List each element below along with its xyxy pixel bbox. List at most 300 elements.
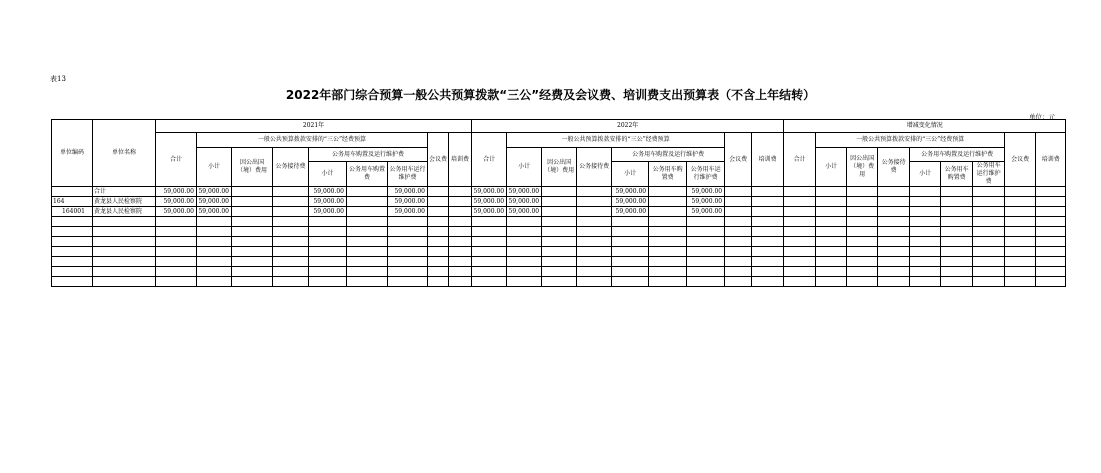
header-reception-2021: 公务接待费 (273, 148, 309, 187)
cell-empty (507, 217, 542, 227)
cell-empty (232, 277, 273, 287)
cell-empty (910, 207, 941, 217)
cell-empty (388, 267, 428, 277)
cell-empty (649, 227, 687, 237)
cell-empty (1005, 207, 1036, 217)
cell-empty (1036, 277, 1066, 287)
cell-empty (687, 267, 725, 277)
cell-empty (156, 267, 197, 277)
cell-empty (197, 247, 232, 257)
cell-subtotal-2021: 59,000.00 (197, 207, 232, 217)
cell-empty (1036, 257, 1066, 267)
cell-vehicle-run-2022: 59,000.00 (687, 187, 725, 197)
cell-vehicle-run-2022: 59,000.00 (687, 207, 725, 217)
cell-empty (542, 237, 577, 247)
empty-table-row (52, 277, 1066, 287)
cell-empty (232, 237, 273, 247)
cell-empty (156, 257, 197, 267)
cell-empty (1005, 197, 1036, 207)
cell-vehicle-buy-2022 (649, 187, 687, 197)
cell-empty (428, 237, 449, 247)
header-vehicle-run-2022: 公务用车运行维护费 (687, 162, 725, 187)
cell-empty (232, 257, 273, 267)
cell-empty (612, 257, 649, 267)
cell-empty (449, 217, 472, 227)
header-vehicle-change: 公务用车购置及运行维护费 (910, 148, 1005, 162)
cell-empty (542, 277, 577, 287)
cell-empty (309, 277, 347, 287)
cell-empty (612, 277, 649, 287)
cell-empty (816, 217, 847, 227)
cell-empty (687, 257, 725, 267)
cell-empty (612, 227, 649, 237)
header-reception-2022: 公务接待费 (577, 148, 612, 187)
cell-empty (973, 257, 1005, 267)
cell-vehicle-run-2022: 59,000.00 (687, 197, 725, 207)
cell-empty (941, 217, 973, 227)
cell-empty (472, 257, 507, 267)
cell-empty (847, 277, 878, 287)
cell-empty (752, 237, 784, 247)
cell-empty (507, 227, 542, 237)
cell-empty (784, 247, 816, 257)
cell-empty (784, 277, 816, 287)
cell-empty (878, 277, 910, 287)
cell-empty (577, 267, 612, 277)
cell-abroad-2021 (232, 207, 273, 217)
cell-empty (784, 267, 816, 277)
cell-empty (309, 267, 347, 277)
cell-empty (93, 267, 156, 277)
cell-empty (725, 237, 752, 247)
cell-empty (347, 277, 388, 287)
cell-empty (52, 237, 93, 247)
cell-empty (273, 257, 309, 267)
cell-empty (472, 217, 507, 227)
cell-empty (1036, 217, 1066, 227)
cell-empty (910, 227, 941, 237)
cell-empty (52, 257, 93, 267)
header-subtotal-change: 小计 (816, 148, 847, 187)
cell-empty (752, 247, 784, 257)
cell-total-2021: 59,000.00 (156, 187, 197, 197)
cell-empty (197, 267, 232, 277)
cell-empty (784, 187, 816, 197)
cell-empty (878, 207, 910, 217)
header-sangong-change: 一般公共预算拨款安排的“三公”经费预算 (816, 133, 1005, 148)
budget-table (51, 119, 1066, 287)
cell-empty (752, 267, 784, 277)
cell-empty (847, 247, 878, 257)
cell-empty (973, 217, 1005, 227)
cell-empty (878, 267, 910, 277)
cell-empty (1005, 187, 1036, 197)
cell-meeting-2022 (725, 207, 752, 217)
cell-empty (273, 247, 309, 257)
cell-abroad-2022 (542, 207, 577, 217)
cell-empty (687, 247, 725, 257)
header-year-2021: 2021年 (156, 120, 472, 133)
cell-empty (577, 217, 612, 227)
cell-empty (910, 247, 941, 257)
cell-empty (93, 257, 156, 267)
cell-empty (941, 187, 973, 197)
cell-empty (910, 277, 941, 287)
cell-vehicle-buy-2021 (347, 197, 388, 207)
cell-empty (472, 277, 507, 287)
cell-empty (816, 187, 847, 197)
cell-reception-2022 (577, 187, 612, 197)
cell-name: 黄龙县人民检察院 (93, 197, 156, 207)
cell-code: 164001 (52, 207, 93, 217)
table-row (52, 197, 1066, 207)
cell-empty (847, 207, 878, 217)
cell-empty (156, 217, 197, 227)
cell-empty (577, 257, 612, 267)
cell-vehicle-run-2021: 59,000.00 (388, 207, 428, 217)
cell-empty (388, 227, 428, 237)
cell-training-2022 (752, 207, 784, 217)
cell-abroad-2021 (232, 197, 273, 207)
cell-empty (309, 247, 347, 257)
cell-empty (816, 267, 847, 277)
cell-empty (1005, 247, 1036, 257)
header-total-2021: 合计 (156, 133, 197, 187)
cell-subtotal-2022: 59,000.00 (507, 197, 542, 207)
unit-label: 单位：元 (1029, 113, 1055, 121)
cell-empty (816, 257, 847, 267)
cell-empty (156, 227, 197, 237)
cell-abroad-2021 (232, 187, 273, 197)
cell-empty (93, 277, 156, 287)
cell-empty (816, 197, 847, 207)
header-subtotal-2021: 小计 (197, 148, 232, 187)
cell-empty (273, 227, 309, 237)
cell-empty (910, 187, 941, 197)
cell-empty (816, 237, 847, 247)
cell-empty (197, 237, 232, 247)
cell-empty (428, 277, 449, 287)
cell-empty (507, 247, 542, 257)
header-total-change: 合计 (784, 133, 816, 187)
cell-empty (232, 217, 273, 227)
cell-empty (542, 227, 577, 237)
cell-vehicle-subtotal-2022: 59,000.00 (612, 187, 649, 197)
cell-empty (725, 227, 752, 237)
cell-empty (347, 257, 388, 267)
header-vehicle-run-2021: 公务用车运行维护费 (388, 162, 428, 187)
cell-empty (687, 237, 725, 247)
cell-vehicle-run-2021: 59,000.00 (388, 197, 428, 207)
cell-empty (816, 227, 847, 237)
cell-total-2021: 59,000.00 (156, 207, 197, 217)
cell-empty (1005, 217, 1036, 227)
cell-empty (649, 257, 687, 267)
header-abroad-2021: 因公出国（境）费用 (232, 148, 273, 187)
cell-empty (472, 237, 507, 247)
cell-vehicle-buy-2021 (347, 187, 388, 197)
cell-empty (449, 257, 472, 267)
cell-empty (577, 237, 612, 247)
header-training-2022: 培训费 (752, 133, 784, 187)
cell-empty (1036, 197, 1066, 207)
empty-table-row (52, 237, 1066, 247)
cell-total-2022: 59,000.00 (472, 187, 507, 197)
cell-empty (847, 257, 878, 267)
cell-empty (1036, 247, 1066, 257)
cell-empty (784, 217, 816, 227)
cell-empty (941, 277, 973, 287)
cell-vehicle-run-2021: 59,000.00 (388, 187, 428, 197)
cell-empty (784, 257, 816, 267)
cell-empty (309, 257, 347, 267)
cell-empty (725, 267, 752, 277)
header-vehicle-buy-change: 公务用车购置费 (941, 162, 973, 187)
cell-empty (878, 257, 910, 267)
cell-empty (577, 227, 612, 237)
cell-empty (309, 227, 347, 237)
cell-empty (816, 247, 847, 257)
cell-empty (347, 237, 388, 247)
cell-empty (941, 207, 973, 217)
cell-empty (52, 267, 93, 277)
cell-empty (752, 217, 784, 227)
cell-empty (752, 277, 784, 287)
cell-total-2022: 59,000.00 (472, 207, 507, 217)
cell-empty (941, 257, 973, 267)
cell-empty (577, 277, 612, 287)
cell-empty (973, 187, 1005, 197)
cell-empty (232, 267, 273, 277)
cell-empty (273, 277, 309, 287)
header-sangong-2022: 一般公共预算拨款安排的“三公”经费预算 (507, 133, 725, 148)
cell-empty (649, 237, 687, 247)
cell-empty (973, 227, 1005, 237)
cell-empty (1036, 267, 1066, 277)
cell-meeting-2022 (725, 187, 752, 197)
cell-empty (973, 197, 1005, 207)
cell-empty (612, 267, 649, 277)
cell-empty (388, 277, 428, 287)
cell-training-2021 (449, 187, 472, 197)
cell-empty (847, 267, 878, 277)
cell-empty (388, 217, 428, 227)
cell-vehicle-subtotal-2022: 59,000.00 (612, 197, 649, 207)
cell-empty (878, 227, 910, 237)
cell-empty (232, 227, 273, 237)
cell-empty (428, 267, 449, 277)
header-unit-name: 单位名称 (93, 120, 156, 187)
cell-empty (232, 247, 273, 257)
cell-empty (612, 247, 649, 257)
header-sangong-2021: 一般公共预算拨款安排的“三公”经费预算 (197, 133, 428, 148)
cell-empty (910, 237, 941, 247)
cell-empty (52, 227, 93, 237)
cell-empty (542, 267, 577, 277)
cell-subtotal-2022: 59,000.00 (507, 207, 542, 217)
cell-empty (973, 247, 1005, 257)
cell-empty (273, 267, 309, 277)
empty-table-row (52, 267, 1066, 277)
cell-empty (910, 267, 941, 277)
cell-empty (1005, 237, 1036, 247)
cell-empty (816, 207, 847, 217)
cell-reception-2021 (273, 187, 309, 197)
cell-empty (784, 207, 816, 217)
cell-empty (52, 217, 93, 227)
cell-empty (388, 257, 428, 267)
cell-empty (973, 267, 1005, 277)
cell-empty (347, 217, 388, 227)
cell-empty (725, 247, 752, 257)
header-vehicle-buy-2021: 公务用车购置费 (347, 162, 388, 187)
empty-table-row (52, 247, 1066, 257)
cell-empty (687, 227, 725, 237)
cell-empty (847, 187, 878, 197)
header-abroad-2022: 因公出国（境）费用 (542, 148, 577, 187)
cell-empty (941, 227, 973, 237)
header-vehicle-2022: 公务用车购置及运行维护费 (612, 148, 725, 162)
cell-empty (687, 217, 725, 227)
header-reception-change: 公务接待费 (878, 148, 910, 187)
table-number: 表13 (50, 75, 66, 83)
cell-empty (752, 257, 784, 267)
cell-empty (847, 217, 878, 227)
header-vehicle-subtotal-change: 小计 (910, 162, 941, 187)
cell-empty (784, 197, 816, 207)
cell-vehicle-buy-2022 (649, 197, 687, 207)
cell-empty (941, 237, 973, 247)
cell-empty (649, 277, 687, 287)
cell-empty (687, 277, 725, 287)
cell-meeting-2021 (428, 187, 449, 197)
cell-reception-2021 (273, 207, 309, 217)
cell-training-2022 (752, 197, 784, 207)
cell-empty (612, 237, 649, 247)
cell-meeting-2022 (725, 197, 752, 207)
cell-abroad-2022 (542, 197, 577, 207)
cell-abroad-2022 (542, 187, 577, 197)
cell-empty (1036, 187, 1066, 197)
cell-meeting-2021 (428, 197, 449, 207)
page-title: 2022年部门综合预算一般公共预算拨款“三公”经费及会议费、培训费支出预算表（不含上年结转） (285, 88, 816, 102)
cell-empty (973, 277, 1005, 287)
cell-vehicle-subtotal-2022: 59,000.00 (612, 207, 649, 217)
cell-empty (878, 217, 910, 227)
cell-empty (309, 217, 347, 227)
cell-empty (725, 277, 752, 287)
table-row (52, 207, 1066, 217)
cell-vehicle-subtotal-2021: 59,000.00 (309, 207, 347, 217)
cell-reception-2022 (577, 197, 612, 207)
cell-empty (1005, 227, 1036, 237)
cell-empty (784, 237, 816, 247)
cell-empty (347, 247, 388, 257)
header-meeting-2022: 会议费 (725, 133, 752, 187)
cell-empty (1036, 207, 1066, 217)
header-vehicle-buy-2022: 公务用车购置费 (649, 162, 687, 187)
cell-training-2021 (449, 207, 472, 217)
cell-empty (649, 247, 687, 257)
cell-empty (93, 247, 156, 257)
cell-reception-2021 (273, 197, 309, 207)
cell-reception-2022 (577, 207, 612, 217)
cell-code (52, 187, 93, 197)
cell-empty (878, 237, 910, 247)
cell-empty (1036, 227, 1066, 237)
cell-empty (910, 217, 941, 227)
cell-training-2022 (752, 187, 784, 197)
cell-subtotal-2021: 59,000.00 (197, 197, 232, 207)
cell-empty (973, 237, 1005, 247)
table-row (52, 187, 1066, 197)
cell-empty (347, 227, 388, 237)
header-vehicle-run-change: 公务用车运行维护费 (973, 162, 1005, 187)
header-subtotal-2022: 小计 (507, 148, 542, 187)
header-year-2022: 2022年 (472, 120, 784, 133)
cell-meeting-2021 (428, 207, 449, 217)
cell-empty (542, 217, 577, 227)
cell-empty (347, 267, 388, 277)
cell-empty (542, 257, 577, 267)
cell-empty (649, 267, 687, 277)
cell-empty (649, 217, 687, 227)
cell-empty (449, 247, 472, 257)
cell-empty (197, 257, 232, 267)
cell-empty (577, 247, 612, 257)
cell-empty (273, 217, 309, 227)
cell-empty (847, 237, 878, 247)
cell-subtotal-2021: 59,000.00 (197, 187, 232, 197)
cell-empty (725, 257, 752, 267)
cell-training-2021 (449, 197, 472, 207)
cell-vehicle-buy-2021 (347, 207, 388, 217)
cell-empty (449, 237, 472, 247)
cell-empty (52, 247, 93, 257)
cell-empty (878, 187, 910, 197)
cell-empty (941, 197, 973, 207)
cell-empty (507, 277, 542, 287)
cell-vehicle-subtotal-2021: 59,000.00 (309, 197, 347, 207)
header-abroad-change: 因公出国（境）费用 (847, 148, 878, 187)
cell-empty (309, 237, 347, 247)
cell-subtotal-2022: 59,000.00 (507, 187, 542, 197)
cell-empty (878, 247, 910, 257)
header-change: 增减变化情况 (784, 120, 1066, 133)
header-vehicle-2021: 公务用车购置及运行维护费 (309, 148, 428, 162)
header-vehicle-subtotal-2022: 小计 (612, 162, 649, 187)
empty-table-row (52, 227, 1066, 237)
cell-empty (449, 277, 472, 287)
cell-empty (847, 227, 878, 237)
cell-empty (725, 217, 752, 227)
cell-empty (93, 217, 156, 227)
cell-empty (197, 227, 232, 237)
header-meeting-change: 会议费 (1005, 133, 1036, 187)
empty-rows (52, 217, 1066, 287)
cell-empty (507, 267, 542, 277)
cell-empty (1005, 267, 1036, 277)
header-training-change: 培训费 (1036, 133, 1066, 187)
cell-empty (1005, 277, 1036, 287)
cell-code: 164 (52, 197, 93, 207)
cell-empty (878, 197, 910, 207)
cell-empty (273, 237, 309, 247)
cell-empty (428, 217, 449, 227)
empty-table-row (52, 217, 1066, 227)
cell-empty (472, 247, 507, 257)
cell-total-2021: 59,000.00 (156, 197, 197, 207)
